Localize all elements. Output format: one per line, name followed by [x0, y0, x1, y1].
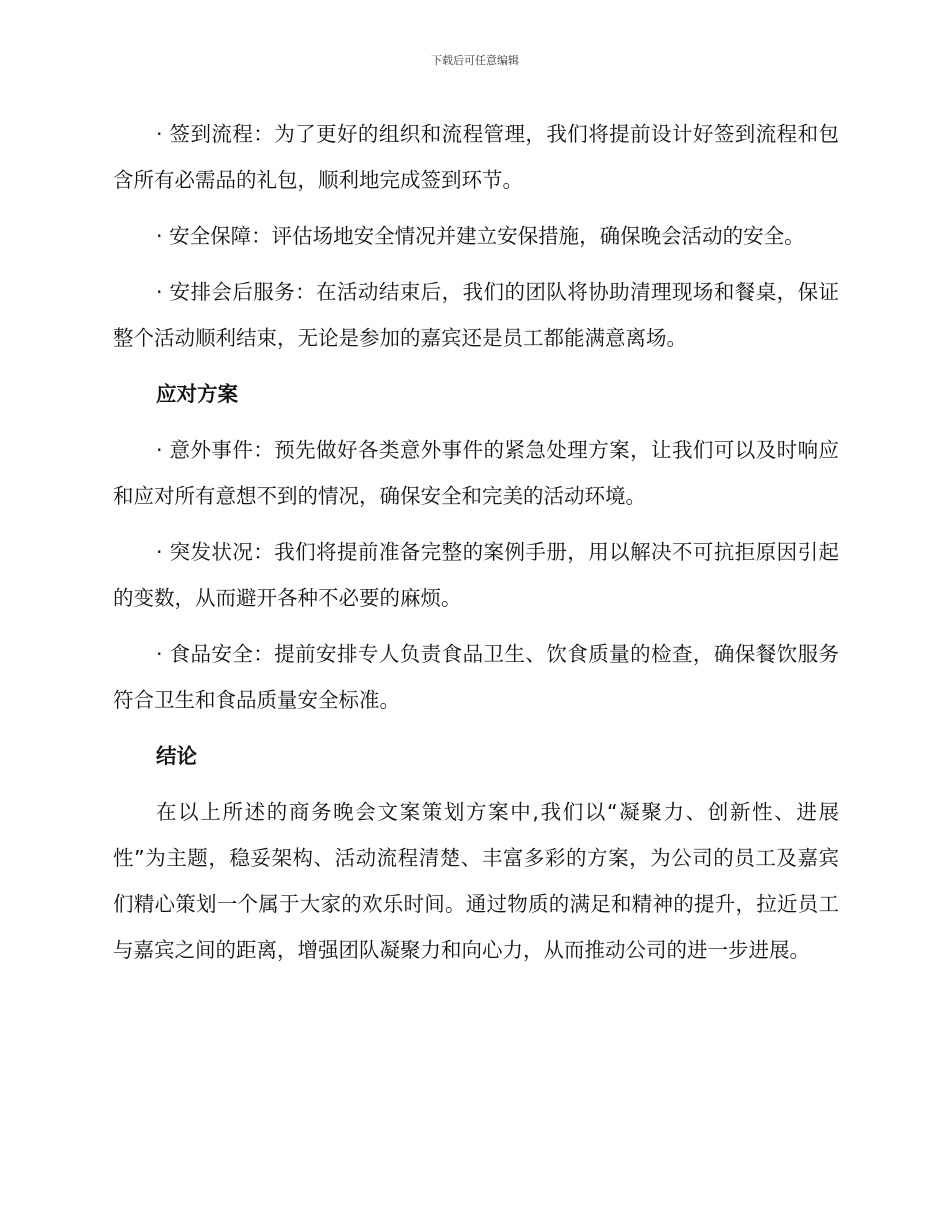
bullet-emergencies: · 突发状况：我们将提前准备完整的案例手册，用以解决不可抗拒原因引起的变数，从而避开各种不必要的麻烦。: [113, 540, 839, 610]
conclusion-paragraph: 在以上所述的商务晚会文案策划方案中,我们以“凝聚力、创新性、进展性”为主题，稳妥架构、活动流程清楚、丰富多彩的方案，为公司的员工及嘉宾们精心策划一个属于大家的欢乐时间。通过物质的满足和精神的提升，拉近员工与嘉宾之间的距离，增强团队凝聚力和向心力，从而推动公司的进一步进展。: [113, 800, 839, 962]
section-heading-conclusion: 结论: [156, 744, 198, 768]
section-heading-contingency: 应对方案: [156, 382, 239, 406]
bullet-checkin-process: · 签到流程：为了更好的组织和流程管理，我们将提前设计好签到流程和包含所有必需品的礼包，顺利地完成签到环节。: [113, 122, 839, 192]
bullet-post-event-service: · 安排会后服务：在活动结束后，我们的团队将协助清理现场和餐桌，保证整个活动顺利结束，无论是参加的嘉宾还是员工都能满意离场。: [113, 280, 839, 350]
page-header-note: 下载后可任意编辑: [431, 54, 519, 67]
bullet-accidents: · 意外事件：预先做好各类意外事件的紧急处理方案，让我们可以及时响应和应对所有意想不到的情况，确保安全和完美的活动环境。: [113, 438, 839, 508]
bullet-food-safety: · 食品安全：提前安排专人负责食品卫生、饮食质量的检查，确保餐饮服务符合卫生和食品质量安全标准。: [113, 642, 839, 712]
document-body: [113, 111, 839, 983]
bullet-security: · 安全保障：评估场地安全情况并建立安保措施，确保晚会活动的安全。: [156, 224, 805, 248]
